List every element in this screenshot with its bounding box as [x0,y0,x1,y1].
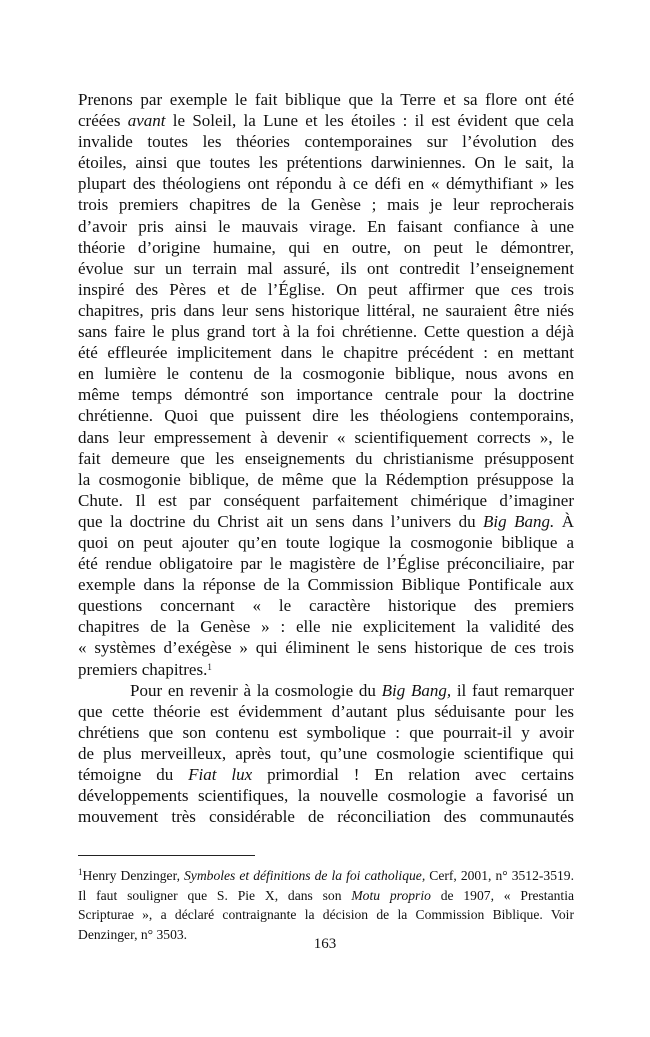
footnote-line [78,905,574,925]
text-run: il faut remarquer [451,680,575,700]
text-line [78,279,574,300]
italic-text: Fiat lux [188,765,253,784]
text-run: en lumière le contenu de la cosmogonie biblique, nous avons en [78,364,574,384]
text-run: plupart des théologiens ont répondu à ce défi en « démythifiant » les [78,174,574,194]
text-run: premiers chapitres. [78,659,208,679]
footnote-marker: 1 [78,867,83,877]
text-line [78,574,574,595]
text-run: été rendue obligatoire par le magistère de l’Église préconciliaire, par [78,554,574,574]
text-run: Denzinger, n° 3503. [78,926,188,942]
text-line [78,194,574,215]
text-line [78,427,574,448]
footnote-separator [78,855,255,856]
text-run: chapitres, pris dans leur sens historique littéral, ne sauraient être niés [78,300,574,320]
text-run: témoigne du [78,765,189,784]
text-run: questions concernant « le caractère historique des premiers [78,596,574,616]
page-number: 163 [313,936,337,952]
body-text [78,89,574,827]
italic-text: Motu proprio [351,887,431,903]
text-run: le Soleil, la Lune et les étoiles : il est évident que cela [165,111,574,131]
text-line [78,237,574,258]
italic-text: avant [127,111,166,131]
text-run: mouvement très considérable de réconciliation des communautés [78,807,574,827]
italic-text: Big Bang, [381,680,452,700]
text-run: Cerf, 2001, n° 3512-3519. [425,868,575,883]
text-line [78,152,574,173]
text-run: chrétienne. Quoi que puissent dire les théologiens contemporains, [78,406,574,426]
text-line [78,321,574,342]
text-run: À [554,511,575,531]
text-line [78,806,574,827]
text-run: de 1907, « Prestantia [430,887,575,903]
text-line [78,511,574,532]
text-run: même temps démontré son importance centrale pour la doctrine [78,385,574,405]
text-run: sans faire le plus grand tort à la foi chrétienne. Cette question a déjà [78,322,574,342]
text-line [78,173,574,194]
text-run: de plus merveilleux, après tout, qu’une cosmologie scientifique qui [78,743,574,763]
text-line [78,722,574,743]
text-run: dans leur empressement à devenir « scientifiquement corrects », le [78,427,574,447]
text-line [78,659,574,680]
text-line [78,490,574,511]
text-line [78,764,574,785]
text-line [78,363,574,384]
text-run: Chute. Il est par conséquent parfaitement chimérique d’imaginer [78,490,574,510]
text-run: chrétiens que son contenu est symbolique : que pourrait-il y avoir [78,722,574,742]
text-line [78,680,574,701]
text-run: « systèmes d’exégèse » qui éliminent le sens historique de ces trois [78,638,574,658]
text-run: invalide toutes les théories contemporaines sur l’évolution des [78,132,574,152]
text-run: Scripturae », a déclaré contraignante la décision de la Commission Biblique. Voir [78,907,574,922]
text-run: étoiles, ainsi que toutes les prétentions darwiniennes. On le sait, la [78,153,574,173]
text-run: quoi on peut ajouter qu’en toute logique la cosmogonie biblique a [78,532,574,552]
text-run: la cosmogonie biblique, de même que la Rédemption présuppose la [78,469,574,489]
text-line [78,637,574,658]
text-line [78,384,574,405]
text-run: Il faut souligner que S. Pie X, dans son [78,887,352,903]
footnote-line [78,866,574,886]
italic-text: Big Bang. [483,511,555,531]
italic-text: Symboles et définitions de la foi catholique, [184,868,426,883]
text-run: exemple dans la réponse de la Commission Biblique Pontificale aux [78,575,574,595]
text-line [78,532,574,553]
text-run: d’avoir pris ainsi le mauvais virage. En faisant confiance à une [78,216,574,236]
text-line [78,405,574,426]
text-line [78,448,574,469]
text-line [78,89,574,110]
text-run: Pour en revenir à la cosmologie du [130,680,382,700]
text-run: créées [78,111,128,131]
text-line [78,785,574,806]
text-run: théorie d’origine humaine, qui en outre, on peut le démontrer, [78,237,574,257]
text-line [78,616,574,637]
text-run: chapitres de la Genèse » : elle nie explicitement la validité des [78,617,574,637]
text-line [78,258,574,279]
text-line [78,131,574,152]
text-run: évolue sur un terrain mal assuré, ils ont contredit l’enseignement [78,258,574,278]
text-line [78,300,574,321]
text-line [78,216,574,237]
text-line [78,110,574,131]
footnote-line [78,886,574,906]
footnotes [78,866,574,944]
text-line [78,553,574,574]
text-run: Prenons par exemple le fait biblique que la Terre et sa flore ont été [78,90,574,109]
footnote-marker: 1 [207,661,212,672]
text-line [78,701,574,722]
text-run: que cette théorie est évidemment d’autant plus séduisante pour les [78,701,574,721]
text-run: inspiré des Pères et de l’Église. On peut affirmer que ces trois [78,279,574,299]
text-line [78,342,574,363]
text-run: fait demeure que les enseignements du christianisme présupposent [78,448,574,468]
text-run: Henry Denzinger, [82,868,184,883]
text-run: trois premiers chapitres de la Genèse ; mais je leur reprocherais [78,195,574,215]
text-line [78,469,574,490]
text-run: que la doctrine du Christ ait un sens dans l’univers du [78,511,484,531]
text-run: primordial ! En relation avec certains [252,765,574,784]
text-run: été effleurée implicitement dans le chapitre précédent : en mettant [78,343,574,363]
text-line [78,743,574,764]
text-line [78,595,574,616]
text-run: développements scientifiques, la nouvelle cosmologie a favorisé un [78,786,574,806]
